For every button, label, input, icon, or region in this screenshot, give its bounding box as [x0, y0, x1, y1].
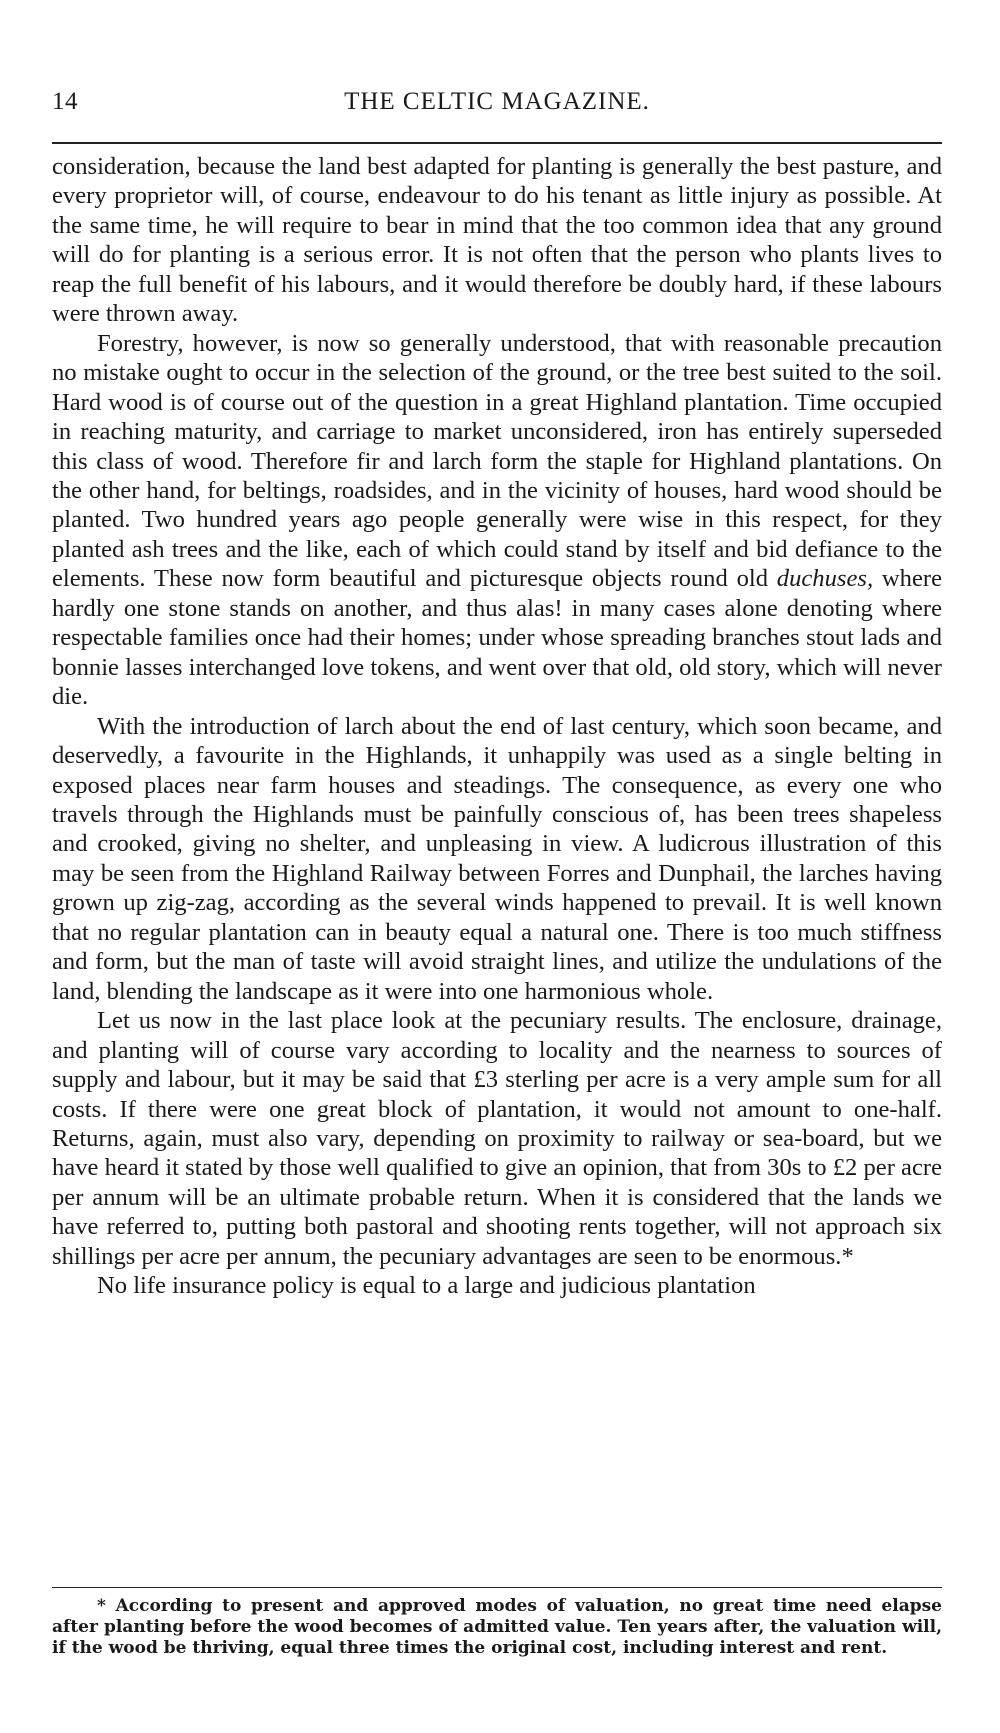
- article-body: [52, 152, 942, 1301]
- paragraph-4: Let us now in the last place look at the pecuniary results. The enclosure, drainage, and planting will of course vary according to locality and the nearness to sources of supply and labour, but it may be said that £3 sterling per acre is a very ample sum for all costs. If there were one great block of plantation, it would not amount to one-half. Returns, again, must also vary, depending on proximity to railway or sea-board, but we have heard it stated by those well qualified to give an opinion, that from 30s to £2 per acre per annum will be an ultimate probable return. When it is considered that the lands we have referred to, putting both pastoral and shooting rents together, will not approach six shillings per acre per annum, the pecuniary advantages are seen to be enormous.*: [52, 1007, 942, 1270]
- paragraph-5: No life insurance policy is equal to a large and judicious plantation: [97, 1272, 756, 1300]
- footnote-rule: [52, 1587, 942, 1588]
- paragraph-2-text-a: Forestry, however, is now so generally understood, that with reasonable precaution no mistake ought to occur in the selection of the ground, or the tree best suited to the soil. Hard wood is of course out of the question in a great Highland plantation. Time occupied in reaching maturity, and carriage to market unconsidered, iron has entirely superseded this class of wood. Therefore fir and larch form the staple for Highland plantations. On the other hand, for beltings, roadsides, and in the vicinity of houses, hard wood should be planted. Two hundred years ago people generally were wise in this respect, for they planted ash trees and the like, each of which could stand by itself and bid defiance to the elements. These now form beautiful and picturesque objects round old: [52, 329, 942, 593]
- header-rule: [52, 142, 942, 144]
- paragraph-3: With the introduction of larch about the end of last century, which soon became, and deservedly, a favourite in the Highlands, it unhappily was used as a single belting in exposed places near farm houses and steadings. The consequence, as every one who travels through the Highlands must be painfully conscious of, has been trees shapeless and crooked, giving no shelter, and unpleasing in view. A ludicrous illustration of this may be seen from the Highland Railway between Forres and Dunphail, the larches having grown up zig-zag, according as the several winds happened to prevail. It is well known that no regular plantation can in beauty equal a natural one. There is too much stiffness and form, but the man of taste will avoid straight lines, and utilize the undulations of the land, blending the landscape as it were into one harmonious whole.: [52, 712, 942, 1005]
- paragraph-2-text-b: where hardly one stone stands on another, and thus alas! in many cases alone denoting where respectable families once had their homes; under whose spreading branches stout lads and bonnie lasses interchanged love tokens, and went over that old, old story, which will never die.: [52, 565, 942, 711]
- paragraph-2-italic: duchuses,: [776, 565, 874, 593]
- page-number: 14: [52, 88, 78, 115]
- footnote: * According to present and approved modes of valuation, no great time need elapse after planting before the wood becomes of admitted value. Ten years after, the valuation will, if the wood be thriving, equal three times the original cost, including interest and rent.: [52, 1596, 942, 1658]
- paragraph-1: consideration, because the land best adapted for planting is generally the best pasture, and every proprietor will, of course, endeavour to do his tenant as little injury as possible. At the same time, he will require to bear in mind that the too common idea that any ground will do for planting is a serious error. It is not often that the person who plants lives to reap the full benefit of his labours, and it would therefore be doubly hard, if these labours were thrown away.: [52, 153, 942, 328]
- page-header: [52, 88, 942, 124]
- running-title: THE CELTIC MAGAZINE.: [344, 88, 650, 115]
- paragraph-2: [52, 329, 942, 712]
